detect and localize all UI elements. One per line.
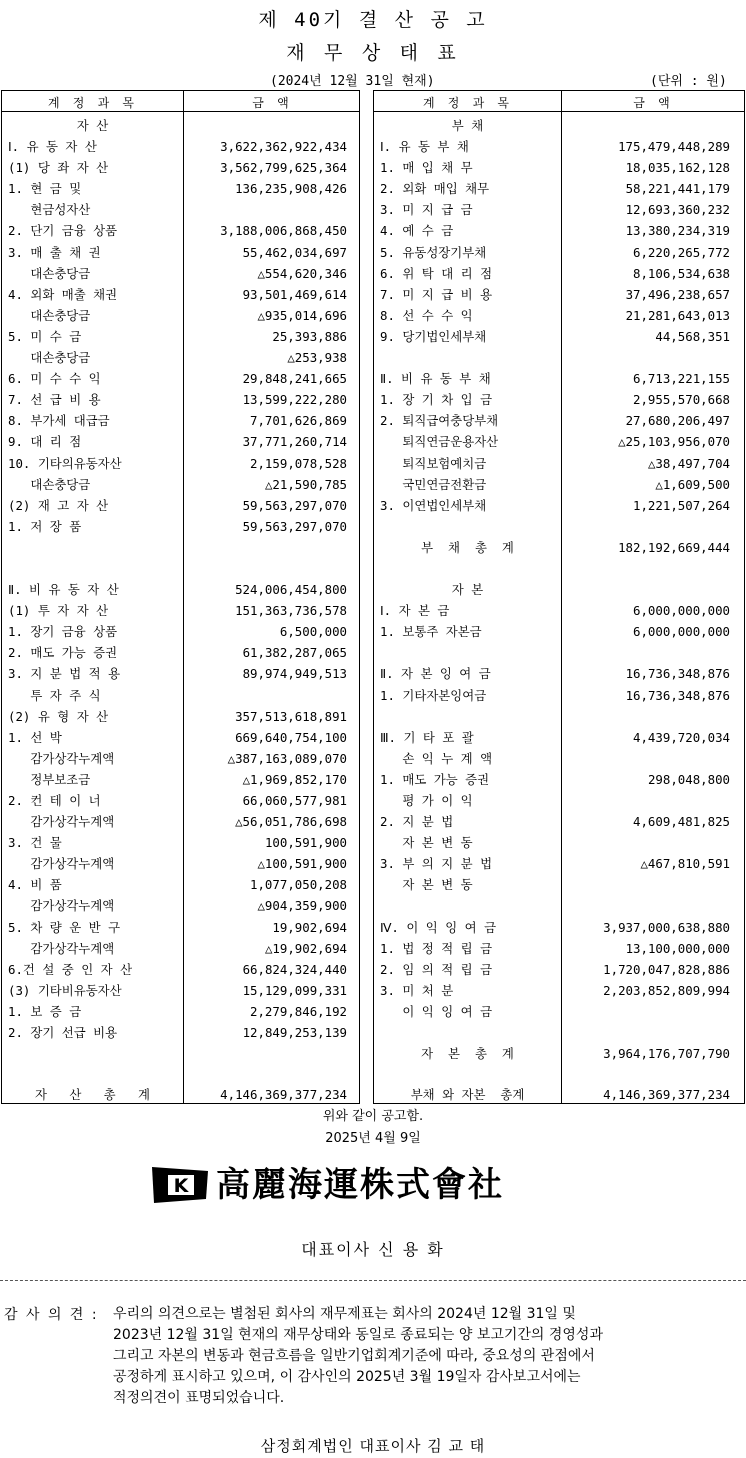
account-label: 1. 보 증 금 — [8, 1003, 82, 1019]
account-label: 감가상각누계액 — [8, 750, 115, 766]
table-row — [374, 1022, 744, 1043]
amount-value: 182,192,669,444 — [618, 539, 730, 555]
account-label: 투 자 주 식 — [8, 687, 101, 703]
amount-value: 89,974,949,513 — [242, 666, 347, 682]
table-row — [374, 727, 744, 748]
account-label: (2) 유 형 자 산 — [8, 708, 109, 724]
account-label: 부 채 — [451, 118, 484, 133]
account-label: 1. 기타자본잉여금 — [380, 687, 487, 703]
table-row — [374, 347, 744, 368]
amount-value: 15,129,099,331 — [242, 982, 347, 998]
table-row — [2, 748, 359, 769]
amount-value: 1,720,047,828,886 — [603, 961, 730, 977]
table-row — [2, 474, 359, 495]
account-label: 3. 매 출 채 권 — [8, 244, 101, 260]
account-label: 2. 매도 가능 증권 — [8, 645, 118, 661]
account-label: (3) 기타비유동자산 — [8, 982, 122, 998]
amount-value: 3,188,006,868,450 — [220, 223, 347, 239]
table-row — [374, 895, 744, 916]
table-row — [2, 136, 359, 157]
liabilities-equity-table — [373, 90, 745, 1104]
account-label: Ⅰ. 유 동 부 채 — [380, 139, 469, 155]
table-row — [2, 115, 359, 136]
table-row — [2, 537, 359, 558]
amount-header: 금 액 — [252, 96, 292, 110]
amount-value: △21,590,785 — [264, 476, 347, 492]
account-label: 감가상각누계액 — [8, 940, 115, 956]
account-label: 대손충당금 — [8, 307, 91, 323]
table-row — [374, 389, 744, 410]
amount-value: △253,938 — [287, 350, 347, 366]
table-row — [2, 242, 359, 263]
account-label: 1. 장기 금융 상품 — [8, 624, 118, 640]
amount-value: 6,000,000,000 — [633, 624, 730, 640]
table-row — [2, 368, 359, 389]
audit-line: 우리의 의견으로는 별첨된 회사의 재무제표는 회사의 2024년 12월 31일 및 — [113, 1306, 576, 1322]
table-row — [374, 790, 744, 811]
liability-rows — [374, 115, 744, 1064]
audit-opinion-text — [113, 1304, 739, 1409]
account-label: 1. 법 정 적 립 금 — [380, 940, 493, 956]
table-row — [2, 642, 359, 663]
account-label: 자 본 변 동 — [380, 835, 473, 851]
table-row — [2, 1022, 359, 1043]
account-label: 1. 선 박 — [8, 729, 62, 745]
table-row — [2, 980, 359, 1001]
amount-value: 13,380,234,319 — [625, 223, 730, 239]
table-row — [2, 495, 359, 516]
notice-date: 2025년 4월 9일 — [325, 1131, 421, 1146]
account-label: 2. 퇴직급여충당부채 — [380, 413, 499, 429]
table-row — [374, 874, 744, 895]
table-row — [2, 895, 359, 916]
account-label: 4. 예 수 금 — [380, 223, 454, 239]
table-row — [374, 326, 744, 347]
table-row — [374, 242, 744, 263]
table-row — [2, 347, 359, 368]
account-label: 이 익 잉 여 금 — [380, 1003, 493, 1019]
account-label: 6.건 설 중 인 자 산 — [8, 961, 133, 977]
amount-value: 2,279,846,192 — [250, 1003, 347, 1019]
amount-value: 16,736,348,876 — [625, 687, 730, 703]
total-amount: 4,146,369,377,234 — [220, 1087, 347, 1102]
table-row — [2, 832, 359, 853]
amount-value: 18,035,162,128 — [625, 160, 730, 176]
account-label: Ⅰ. 유 동 자 산 — [8, 139, 97, 155]
account-header: 계 정 과 목 — [47, 96, 138, 110]
account-label: 1. 매 입 채 무 — [380, 160, 473, 176]
table-row — [2, 874, 359, 895]
amount-value: 25,393,886 — [272, 328, 347, 344]
amount-value: 6,500,000 — [279, 624, 347, 640]
table-row — [374, 284, 744, 305]
amount-value: 6,220,265,772 — [633, 244, 730, 260]
account-label: 3. 지 분 법 적 용 — [8, 666, 121, 682]
account-label: 1. 저 장 품 — [8, 518, 82, 534]
liabilities-equity-total-row — [374, 1085, 744, 1105]
account-label: (2) 재 고 자 산 — [8, 497, 109, 513]
table-row — [2, 579, 359, 600]
amount-value: 19,902,694 — [272, 919, 347, 935]
account-label: Ⅰ. 자 본 금 — [380, 603, 450, 619]
account-label: 자 산 — [76, 118, 109, 133]
amount-value: 21,281,643,013 — [625, 307, 730, 323]
table-row — [2, 431, 359, 452]
amount-value: 37,771,260,714 — [242, 434, 347, 450]
account-label: Ⅲ. 기 타 포 괄 — [380, 729, 474, 745]
table-row — [2, 558, 359, 579]
notice-text: 위와 같이 공고함. — [322, 1109, 424, 1124]
account-label: 감가상각누계액 — [8, 814, 115, 830]
amount-value: 29,848,241,665 — [242, 371, 347, 387]
table-row — [2, 727, 359, 748]
amount-value: 44,568,351 — [655, 328, 730, 344]
currency-unit: (단위 : 원) — [650, 74, 727, 89]
account-label: 평 가 이 익 — [380, 793, 473, 808]
account-label: (1) 당 좌 자 산 — [8, 160, 109, 176]
account-label: 자 본 총 계 — [421, 1046, 514, 1062]
table-row — [2, 516, 359, 537]
account-label: Ⅱ. 자 본 잉 여 금 — [380, 666, 491, 682]
amount-value: 3,562,799,625,364 — [220, 160, 347, 176]
amount-value: 175,479,448,289 — [618, 139, 730, 155]
table-row — [2, 853, 359, 874]
audit-line: 그리고 자본의 변동과 현금흐름을 일반기업회계기준에 따라, 중요성의 관점에서 — [113, 1348, 595, 1364]
account-label: 1. 보통주 자본금 — [380, 624, 482, 640]
account-label: 자 본 변 동 — [380, 877, 473, 893]
table-row — [374, 685, 744, 706]
table-row — [374, 136, 744, 157]
table-row — [2, 178, 359, 199]
amount-value: 13,599,222,280 — [242, 392, 347, 408]
amount-value: 37,496,238,657 — [625, 286, 730, 302]
audit-line: 공정하게 표시하고 있으며, 이 감사인의 2025년 3월 19일자 감사보고서에는 — [113, 1369, 581, 1385]
amount-header: 금 액 — [633, 96, 673, 110]
table-row — [374, 853, 744, 874]
table-row — [374, 558, 744, 579]
table-row — [2, 790, 359, 811]
table-row — [374, 157, 744, 178]
account-label: 퇴직연금운용자산 — [380, 434, 499, 450]
account-label: 5. 유동성장기부채 — [380, 244, 487, 260]
amount-value: 4,439,720,034 — [633, 729, 730, 745]
amount-value: 6,000,000,000 — [633, 603, 730, 619]
account-label: 감가상각누계액 — [8, 898, 115, 914]
table-row — [2, 600, 359, 621]
account-label: 손 익 누 계 액 — [380, 750, 493, 766]
table-row — [2, 389, 359, 410]
amount-value: 55,462,034,697 — [242, 244, 347, 260]
account-label: 2. 지 분 법 — [380, 814, 454, 830]
amount-value: △100,591,900 — [257, 856, 347, 872]
table-row — [2, 453, 359, 474]
table-row — [374, 706, 744, 727]
audit-line: 적정의견이 표명되었습니다. — [113, 1390, 285, 1406]
amount-value: 2,203,852,809,994 — [603, 982, 730, 998]
table-row — [374, 769, 744, 790]
table-row — [2, 157, 359, 178]
table-row — [374, 748, 744, 769]
amount-value: 61,382,287,065 — [242, 645, 347, 661]
audit-line: 2023년 12월 31일 현재의 재무상태와 동일로 종료되는 양 보고기간의 경영성과 — [113, 1327, 603, 1343]
table-row — [2, 284, 359, 305]
table-row — [2, 1001, 359, 1022]
account-label: 7. 미 지 급 비 용 — [380, 286, 493, 302]
table-row — [374, 621, 744, 642]
amount-value: 8,106,534,638 — [633, 265, 730, 281]
table-row — [374, 199, 744, 220]
table-row — [374, 959, 744, 980]
table-row — [2, 410, 359, 431]
amount-value: 1,077,050,208 — [250, 877, 347, 893]
table-row — [374, 980, 744, 1001]
account-label: 대손충당금 — [8, 350, 91, 366]
amount-value: △387,163,089,070 — [227, 750, 347, 766]
table-row — [374, 663, 744, 684]
amount-value: 12,693,360,232 — [625, 202, 730, 218]
table-row — [2, 938, 359, 959]
company-logo — [150, 1165, 610, 1205]
account-label: 대손충당금 — [8, 265, 91, 281]
asset-rows — [2, 115, 359, 1043]
table-row — [2, 769, 359, 790]
amount-value: 93,501,469,614 — [242, 286, 347, 302]
logo-letter: K — [173, 1175, 189, 1197]
amount-value: △1,609,500 — [655, 476, 730, 492]
amount-value: 6,713,221,155 — [633, 371, 730, 387]
table-row — [2, 621, 359, 642]
amount-value: 13,100,000,000 — [625, 940, 730, 956]
audit-opinion-label: 감 사 의 견 : — [4, 1307, 99, 1323]
account-label: 1. 현 금 및 — [8, 181, 82, 197]
table-row — [2, 959, 359, 980]
amount-value: △554,620,346 — [257, 265, 347, 281]
table-row — [374, 938, 744, 959]
amount-value: 58,221,441,179 — [625, 181, 730, 197]
table-row — [374, 368, 744, 389]
amount-value: △1,969,852,170 — [242, 771, 347, 787]
table-row — [374, 516, 744, 537]
table-row — [374, 115, 744, 136]
amount-value: 357,513,618,891 — [235, 708, 347, 724]
amount-value: 12,849,253,139 — [242, 1025, 347, 1041]
flag-logo-icon — [150, 1165, 210, 1205]
account-label: 6. 위 탁 대 리 점 — [380, 265, 493, 281]
table-row — [374, 1043, 744, 1064]
company-name: 高麗海運株式會社 — [216, 1165, 504, 1205]
amount-value: 151,363,736,578 — [235, 603, 347, 619]
amount-value: 3,964,176,707,790 — [603, 1046, 730, 1062]
amount-value: 7,701,626,869 — [250, 413, 347, 429]
amount-value: 16,736,348,876 — [625, 666, 730, 682]
account-label: 3. 이연법인세부채 — [380, 497, 487, 513]
table-row — [374, 453, 744, 474]
account-label: 자 본 — [451, 582, 484, 598]
amount-value: 4,609,481,825 — [633, 814, 730, 830]
account-header: 계 정 과 목 — [422, 96, 513, 110]
account-label: 감가상각누계액 — [8, 856, 115, 872]
amount-value: 1,221,507,264 — [633, 497, 730, 513]
account-label: 8. 선 수 수 익 — [380, 307, 473, 323]
table-row — [374, 832, 744, 853]
amount-value: 100,591,900 — [264, 835, 347, 851]
amount-value: 3,937,000,638,880 — [603, 919, 730, 935]
account-label: 4. 외화 매출 채권 — [8, 286, 118, 302]
account-label: Ⅱ. 비 유 동 자 산 — [8, 582, 119, 598]
auditor-signature: 삼정회계법인 대표이사 김 교 태 — [260, 1437, 486, 1455]
table-row — [374, 431, 744, 452]
account-label: 현금성자산 — [8, 202, 91, 218]
account-label: 2. 임 의 적 립 금 — [380, 961, 493, 977]
table-row — [374, 600, 744, 621]
amount-value: 3,622,362,922,434 — [220, 139, 347, 155]
table-row — [374, 579, 744, 600]
table-row — [2, 305, 359, 326]
divider — [0, 1280, 746, 1281]
amount-value: △904,359,900 — [257, 898, 347, 914]
ceo-signature: 대표이사 신 용 화 — [301, 1240, 445, 1259]
amount-value: 66,060,577,981 — [242, 793, 347, 808]
amount-value: 524,006,454,800 — [235, 582, 347, 598]
amount-value: 2,955,570,668 — [633, 392, 730, 408]
table-row — [374, 537, 744, 558]
amount-value: 59,563,297,070 — [242, 497, 347, 513]
amount-value: △19,902,694 — [264, 940, 347, 956]
table-row — [374, 263, 744, 284]
account-label: 9. 당기법인세부채 — [380, 328, 487, 344]
account-label: 대손충당금 — [8, 476, 91, 492]
amount-value: 59,563,297,070 — [242, 518, 347, 534]
account-label: 7. 선 급 비 용 — [8, 392, 101, 408]
amount-value: 298,048,800 — [647, 771, 730, 787]
table-row — [374, 495, 744, 516]
table-row — [2, 199, 359, 220]
account-label: 3. 건 물 — [8, 835, 62, 851]
amount-value: △56,051,786,698 — [235, 814, 347, 830]
account-label: 부 채 총 계 — [421, 539, 514, 555]
account-label: 퇴직보험예치금 — [380, 455, 487, 471]
table-row — [2, 220, 359, 241]
account-label: 9. 대 리 점 — [8, 434, 82, 450]
table-row — [2, 326, 359, 347]
statement-title: 재 무 상 태 표 — [286, 42, 460, 64]
table-row — [2, 917, 359, 938]
amount-value: △935,014,696 — [257, 307, 347, 323]
account-label: 3. 미 지 급 금 — [380, 202, 473, 218]
amount-value: 2,159,078,528 — [250, 455, 347, 471]
total-amount: 4,146,369,377,234 — [603, 1087, 730, 1102]
assets-table — [1, 90, 360, 1104]
account-label: 2. 장기 선급 비용 — [8, 1025, 118, 1041]
account-label: 5. 미 수 금 — [8, 328, 82, 344]
table-row — [2, 663, 359, 684]
account-label: 3. 미 처 분 — [380, 982, 454, 998]
table-row — [374, 178, 744, 199]
amount-value: △25,103,956,070 — [618, 434, 730, 450]
amount-value: 66,824,324,440 — [242, 961, 347, 977]
statement-date: (2024년 12월 31일 현재) — [270, 74, 435, 89]
account-label: (1) 투 자 자 산 — [8, 603, 109, 619]
account-label: 5. 차 량 운 반 구 — [8, 919, 121, 935]
table-row — [374, 305, 744, 326]
table-row — [2, 811, 359, 832]
account-label: 정부보조금 — [8, 771, 91, 787]
account-label: 3. 부 의 지 분 법 — [380, 856, 493, 872]
account-label: Ⅱ. 비 유 동 부 채 — [380, 371, 491, 387]
total-label: 자 산 총 계 — [34, 1087, 150, 1102]
account-label: 1. 매도 가능 증권 — [380, 771, 490, 787]
amount-value: △38,497,704 — [647, 455, 730, 471]
account-label: 국민연금전환금 — [380, 476, 487, 492]
table-row — [2, 685, 359, 706]
amount-value: 669,640,754,100 — [235, 729, 347, 745]
account-label: 2. 외화 매입 채무 — [380, 181, 490, 197]
account-label: 4. 비 품 — [8, 877, 62, 893]
account-label: 10. 기타의유동자산 — [8, 455, 122, 471]
account-label: 2. 단기 금융 상품 — [8, 223, 118, 239]
table-row — [2, 263, 359, 284]
table-row — [374, 811, 744, 832]
amount-value: 27,680,206,497 — [625, 413, 730, 429]
table-row — [374, 642, 744, 663]
table-row — [374, 474, 744, 495]
table-row — [374, 1001, 744, 1022]
amount-value: △467,810,591 — [640, 856, 730, 872]
table-row — [2, 706, 359, 727]
table-row — [374, 410, 744, 431]
account-label: 6. 미 수 수 익 — [8, 371, 101, 387]
table-row — [374, 917, 744, 938]
page-title: 제 40기 결 산 공 고 — [258, 9, 488, 31]
table-row — [374, 220, 744, 241]
total-label: 부채 와 자본 총계 — [410, 1087, 525, 1102]
assets-total-row — [2, 1085, 359, 1105]
account-label: 1. 장 기 차 입 금 — [380, 392, 493, 408]
account-label: 8. 부가세 대급금 — [8, 413, 110, 429]
account-label: 2. 컨 테 이 너 — [8, 793, 101, 808]
account-label: Ⅳ. 이 익 잉 여 금 — [380, 919, 497, 935]
amount-value: 136,235,908,426 — [235, 181, 347, 197]
